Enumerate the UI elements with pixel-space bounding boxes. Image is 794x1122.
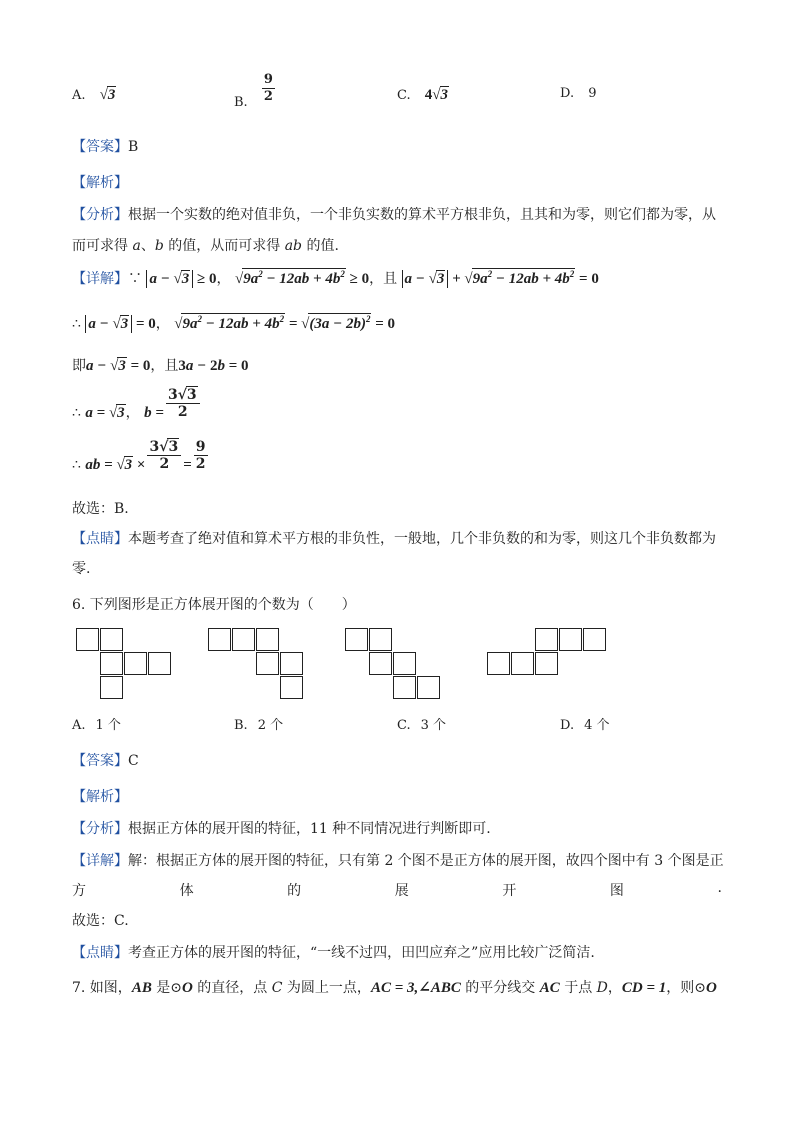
q5-analysis-label: 【解析】 [72, 175, 128, 191]
option-a: A. √3 [72, 87, 116, 103]
q5-step4: ∴ a = √3， b = $\frac{3√3}{2}$ [72, 386, 202, 420]
q6-xiangjie-line2: 方 体 的 展 开 图 . [72, 880, 722, 899]
option-b-fraction: $\frac{9}{2}$ [263, 72, 273, 104]
q5-dianjing-line1: 【点睛】本题考查了绝对值和算术平方根的非负性，一般地，几个非负数的和为零，则这几个非负数都为 [72, 531, 716, 547]
option-a-value: √3 [99, 87, 116, 103]
q6-answer: 【答案】C [72, 753, 139, 769]
q5-step2: ∴ a − √3 = 0， $√9a^2 - 12ab + 4b^2 = √(3a - 2b)^2 = 0$ [72, 314, 396, 332]
q6-option-c: C. 3 个 [397, 718, 447, 733]
q5-step3: 即a − √3 = 0，且3a − 2b = 0 [72, 358, 249, 374]
q5-fenxi-line1: 【分析】根据一个实数的绝对值非负，一个非负实数的算术平方根非负，且其和为零，则它们都为零，从 [72, 207, 716, 223]
q6-option-b: B. 2 个 [234, 718, 284, 733]
q5-xiangjie-line: 【详解】∵ a − √3 ≥ 0， $√9a^2 - 12ab + 4b^2 \ge 0$，且 $a - √3 + √9a^2 - 12ab + 4b^2 = 0$ [72, 269, 599, 287]
q7-stem: 7. 如图，AB 是⊙O 的直径，点 C 为圆上一点，AC = 3,∠ABC 的平分线交 AC 于点 D，CD = 1，则⊙O [72, 980, 717, 996]
q5-dianjing-line2: 零. [72, 561, 91, 577]
option-b: B. $\frac{9}{2}$ [234, 72, 273, 110]
q6-stem: 6. 下列图形是正方体展开图的个数为（ ） [72, 597, 356, 613]
q6-option-a: A. 1 个 [72, 718, 121, 733]
q5-fenxi-line2: 而可求得 a、b 的值，从而可求得 ab 的值. [72, 238, 339, 254]
option-c: C. 4√3 [397, 87, 448, 103]
q5-guxuan: 故选：B. [72, 501, 129, 517]
q6-guxuan: 故选：C. [72, 913, 129, 929]
q6-analysis-label: 【解析】 [72, 789, 128, 805]
q5-step5: ∴ ab = √3 × $\frac{3√3}{2}$ = $\frac{9}{2}$ [72, 438, 206, 473]
option-d: D. 9 [560, 86, 597, 101]
q6-fenxi: 【分析】根据正方体的展开图的特征，11 种不同情况进行判断即可. [72, 821, 491, 837]
q6-xiangjie-line1: 【详解】解：根据正方体的展开图的特征，只有第 2 个图不是正方体的展开图，故四个图中有 3 个图是正 [72, 853, 724, 869]
q6-option-d: D. 4 个 [560, 718, 610, 733]
q6-dianjing: 【点睛】考查正方体的展开图的特征，“一线不过四，田凹应弃之”应用比较广泛简洁. [72, 945, 595, 961]
q5-answer: 【答案】B [72, 139, 139, 155]
